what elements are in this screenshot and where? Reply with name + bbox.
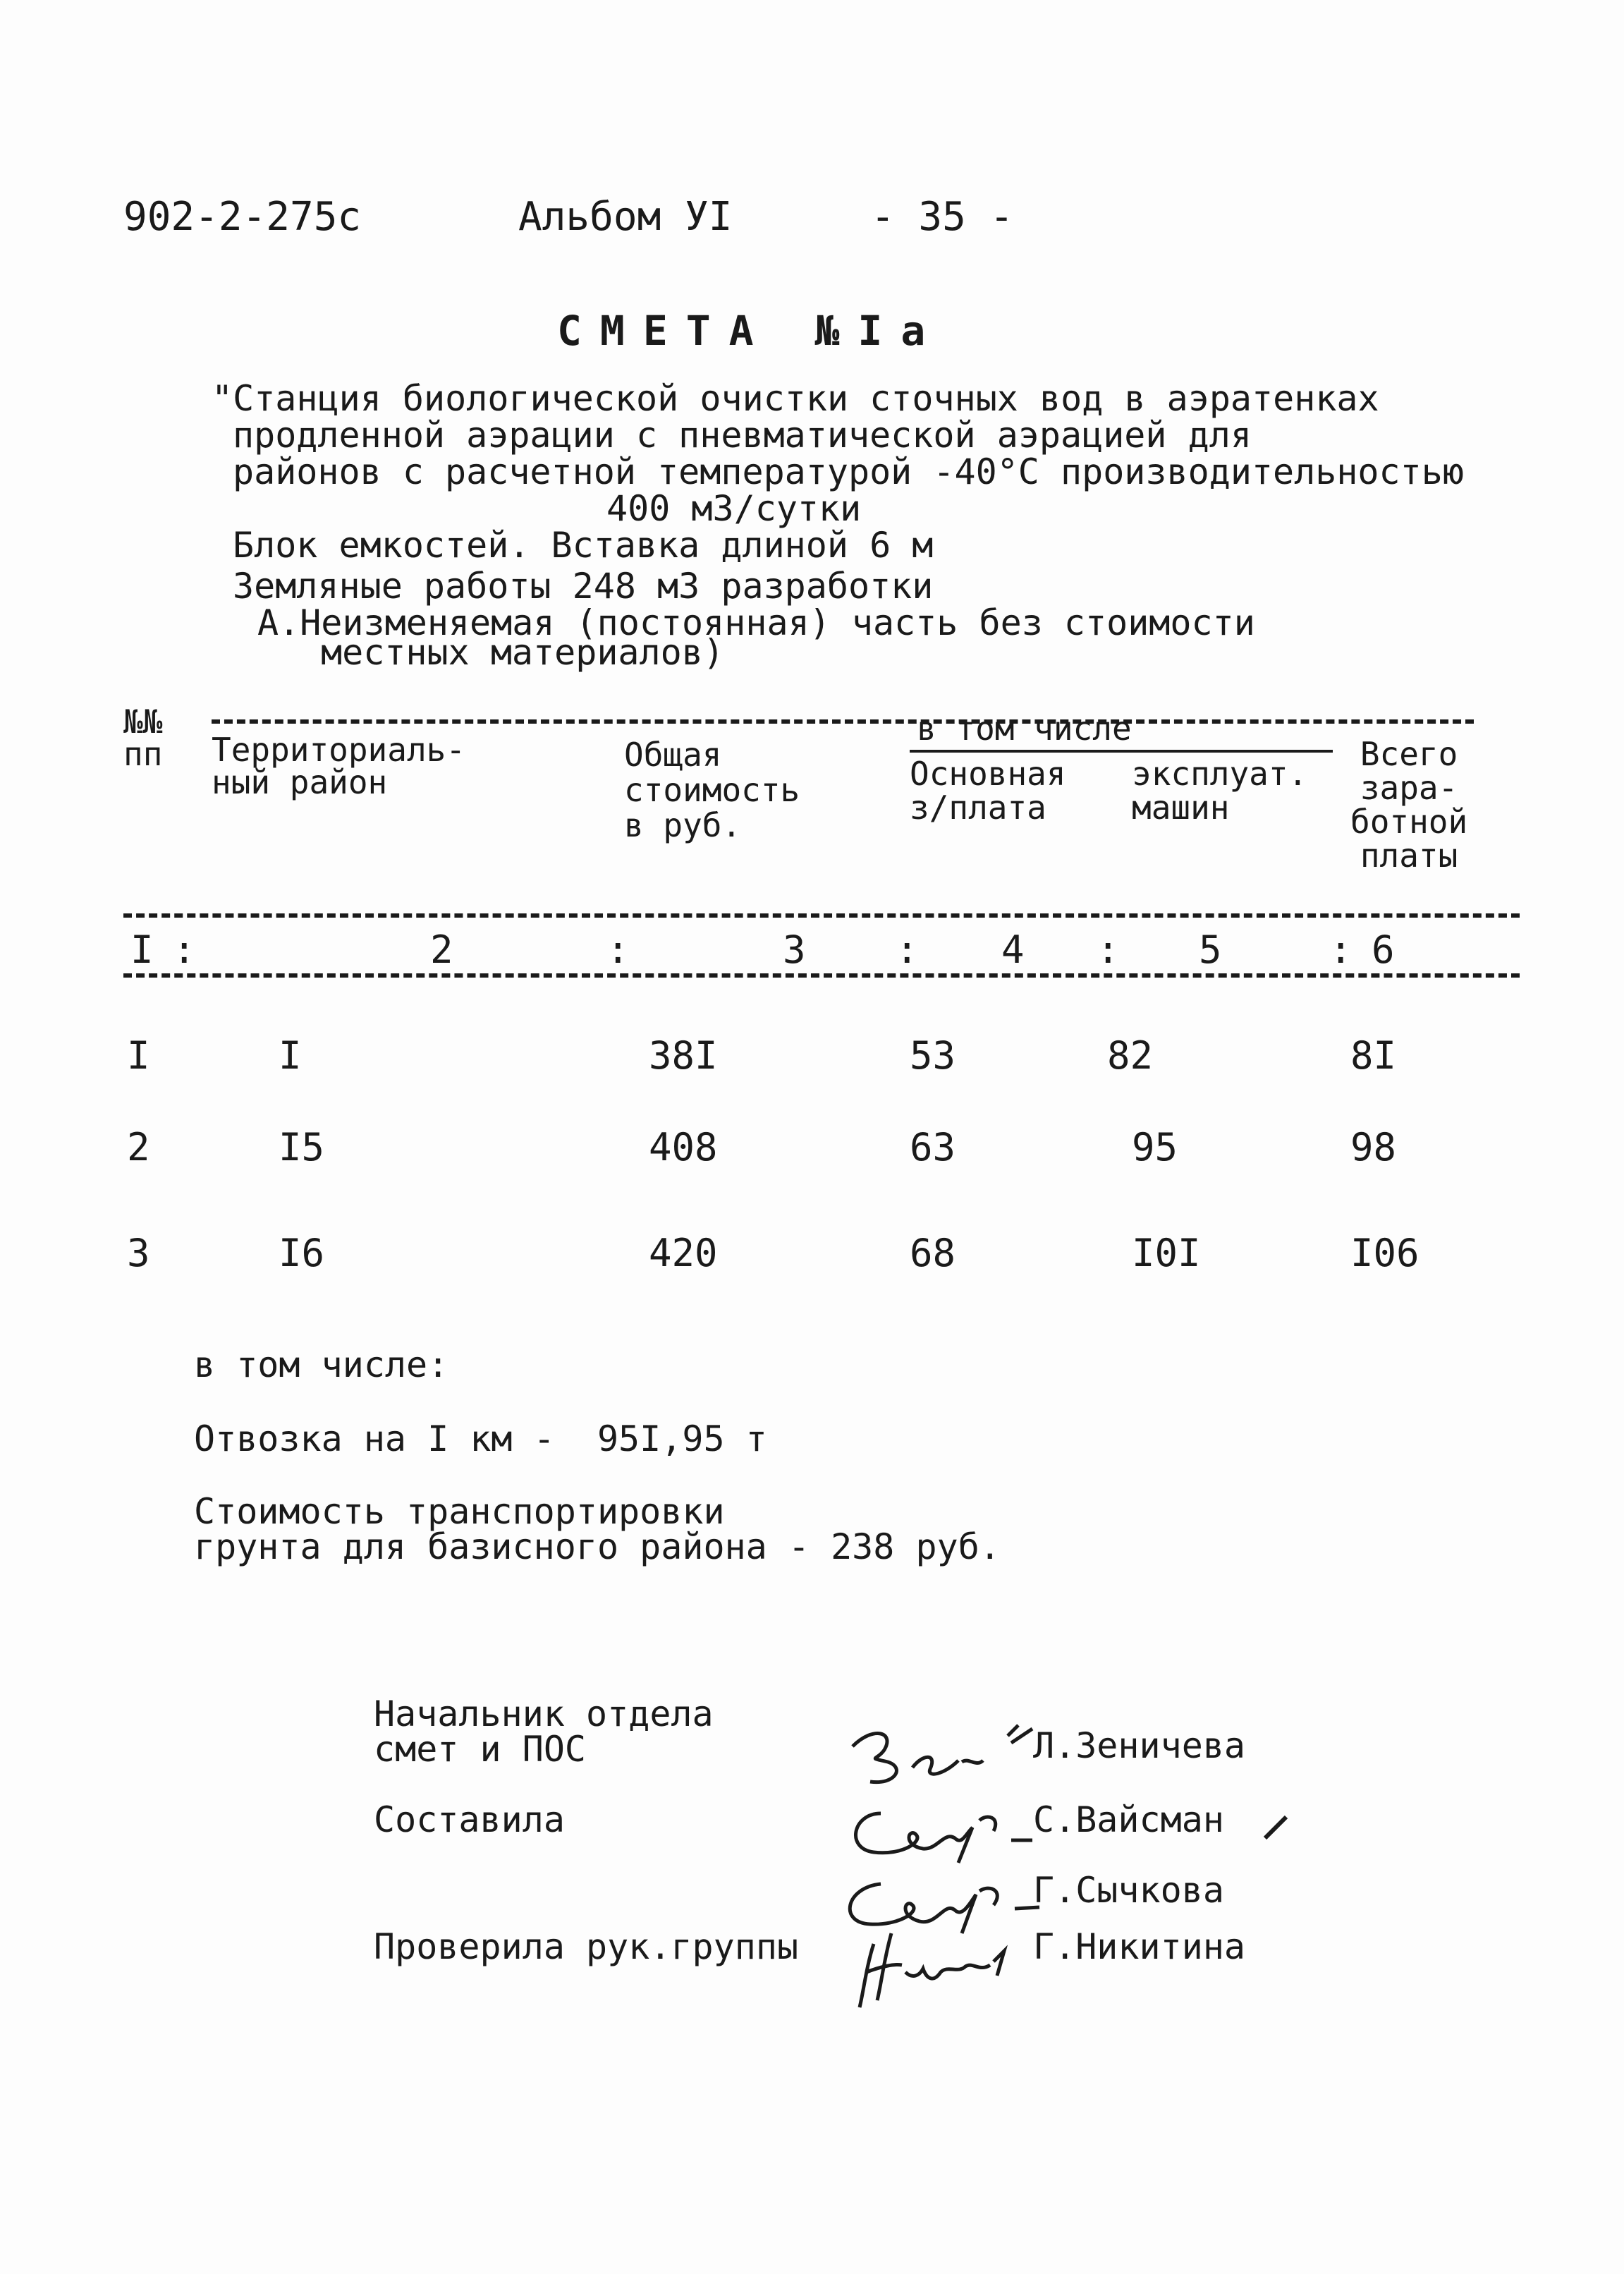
description-line-1: "Станция биологической очистки сточных вод в аэратенках <box>212 378 1379 419</box>
signature-role-head: Начальник отдела смет и ПОС <box>374 1694 714 1770</box>
column-number-5: 5 <box>1199 928 1222 972</box>
header-total-cost: Общая стоимость в руб. <box>624 736 800 844</box>
cell-district: I6 <box>279 1231 325 1275</box>
note-including: в том числе: <box>194 1344 449 1385</box>
note-transport-line-1: Стоимость транспортировки <box>194 1491 725 1532</box>
signature-role-compiled: Составила <box>374 1799 565 1840</box>
cell-base-wage: 53 <box>910 1033 956 1078</box>
signature-name-sychkova: Г.Сычкова <box>1033 1870 1224 1911</box>
description-line-7: А.Неизменяемая (постоянная) часть без стоимости <box>257 602 1255 643</box>
signature-name-vaisman: С.Вайсман <box>1033 1799 1224 1840</box>
cell-total-wage: I06 <box>1350 1231 1420 1275</box>
table-top-rule <box>212 719 1474 724</box>
header-base-wage: Основная з/плата <box>910 755 1066 827</box>
signature-name-zenicheva: Л.Зеничева <box>1033 1725 1246 1766</box>
column-separator: : <box>1329 928 1353 972</box>
column-separator: : <box>606 928 630 972</box>
cell-district: I5 <box>279 1125 325 1169</box>
column-separator: : <box>896 928 919 972</box>
description-line-3: районов с расчетной температурой -40°С производительностью <box>233 451 1464 492</box>
header-group-underline <box>910 750 1333 753</box>
header-territorial-district: Территориаль- ный район <box>212 731 466 801</box>
header-machine-operation: эксплуат. машин <box>1132 755 1308 827</box>
column-number-3: 3 <box>783 928 806 972</box>
signature-role-checked: Проверила рук.группы <box>374 1926 799 1967</box>
cell-district: I <box>279 1033 302 1078</box>
note-transport-line-2: грунта для базисного района - 238 руб. <box>194 1526 1001 1567</box>
cell-number: 3 <box>127 1231 150 1275</box>
column-separator: : <box>173 928 196 972</box>
cell-total-wage: 98 <box>1350 1125 1397 1169</box>
cell-number: I <box>127 1033 150 1078</box>
note-haulage: Отвозка на I км - 95I,95 т <box>194 1418 767 1459</box>
checkmark-mark <box>1248 1802 1290 1844</box>
column-number-2: 2 <box>430 928 453 972</box>
header-group-including: в том числе <box>917 710 1132 748</box>
cell-base-wage: 63 <box>910 1125 956 1169</box>
doc-code: 902-2-275с <box>123 194 362 240</box>
signature-name-nikitina: Г.Никитина <box>1033 1926 1246 1967</box>
cell-total-cost: 408 <box>649 1125 718 1169</box>
page-number: - 35 - <box>871 194 1014 240</box>
cell-machine-operation: 82 <box>1107 1033 1154 1078</box>
cell-total-cost: 420 <box>649 1231 718 1275</box>
column-numbers-top-rule <box>123 913 1520 918</box>
checkmark-mark <box>994 1714 1036 1749</box>
description-line-6: Земляные работы 248 м3 разработки <box>233 566 934 607</box>
album-label: Альбом УI <box>518 194 733 240</box>
cell-base-wage: 68 <box>910 1231 956 1275</box>
cell-number: 2 <box>127 1125 150 1169</box>
cell-total-cost: 38I <box>649 1033 718 1078</box>
cell-machine-operation: I0I <box>1132 1231 1201 1275</box>
description-line-4: 400 м3/сутки <box>606 488 862 529</box>
column-numbers-bottom-rule <box>123 973 1520 978</box>
document-title: СМЕТА №Iа <box>557 307 944 355</box>
description-line-2: продленной аэрации с пневматической аэрацией для <box>233 415 1252 456</box>
header-total-wage: Всего зара- ботной платы <box>1350 735 1468 875</box>
handwritten-signature-4 <box>839 1911 1036 2017</box>
column-separator: : <box>1097 928 1120 972</box>
header-number: №№ пп <box>123 703 163 773</box>
column-number-4: 4 <box>1001 928 1025 972</box>
column-number-6: 6 <box>1372 928 1395 972</box>
description-line-5: Блок емкостей. Вставка длиной 6 м <box>233 525 934 566</box>
cell-total-wage: 8I <box>1350 1033 1397 1078</box>
description-line-8: местных материалов) <box>321 632 724 673</box>
column-number-1: I <box>130 928 154 972</box>
cell-machine-operation: 95 <box>1132 1125 1178 1169</box>
